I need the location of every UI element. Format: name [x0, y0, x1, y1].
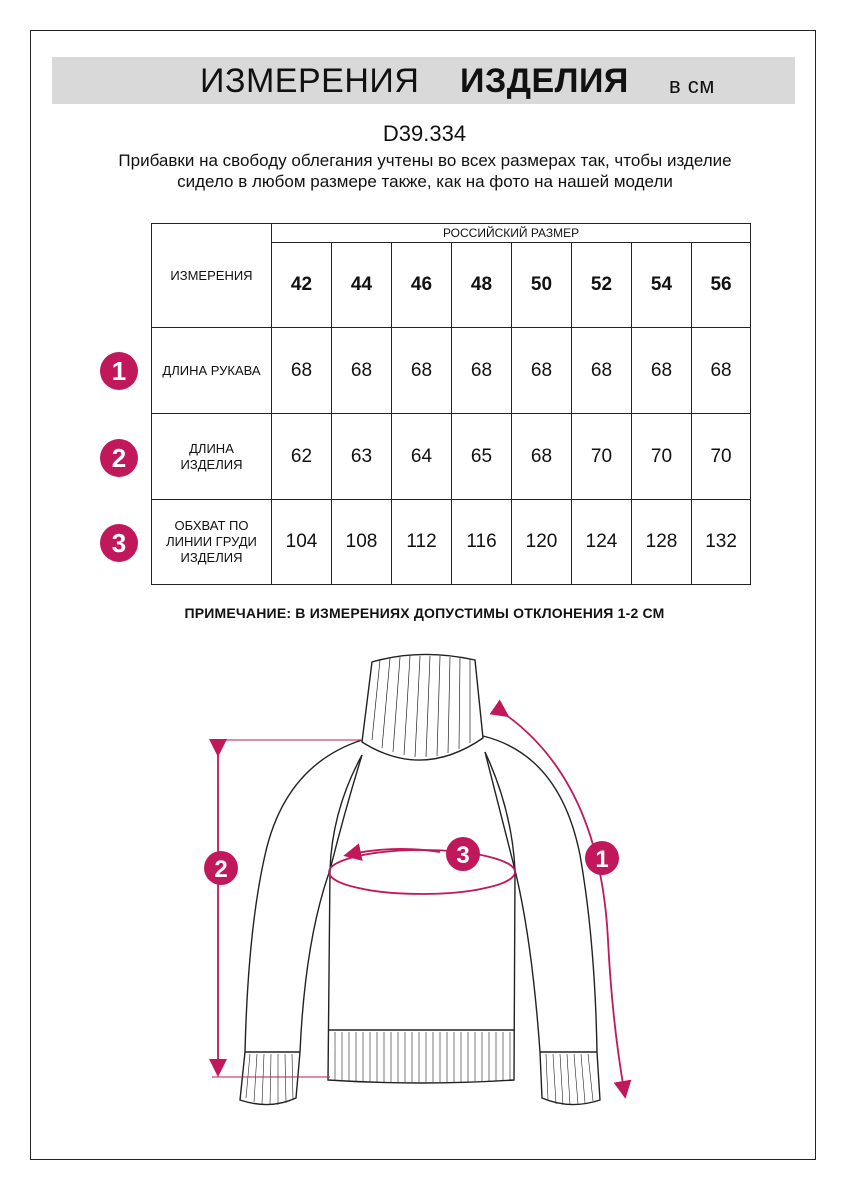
size-header: 42 [272, 243, 332, 328]
table-cell: 112 [392, 500, 452, 585]
row-label: ДЛИНА РУКАВА [152, 328, 272, 414]
chest-measure [329, 849, 515, 894]
table-cell: 104 [272, 500, 332, 585]
table-cell: 68 [332, 328, 392, 414]
size-header: 46 [392, 243, 452, 328]
table-cell: 120 [512, 500, 572, 585]
table-row [152, 500, 751, 585]
table-cell: 128 [632, 500, 692, 585]
table-cell: 108 [332, 500, 392, 585]
size-group-header: РОССИЙСКИЙ РАЗМЕР [272, 224, 751, 243]
intro-text: Прибавки на свободу облегания учтены во всех размерах так, чтобы изделие сидело в любом размере также, как на фото на нашей модели [118, 151, 732, 191]
marker-chest-label: 3 [456, 842, 470, 869]
marker-length-label: 2 [214, 856, 228, 883]
table-cell: 124 [572, 500, 632, 585]
size-header: 48 [452, 243, 512, 328]
marker-sleeve [585, 841, 619, 875]
table-cell: 62 [272, 414, 332, 500]
tolerance-note: ПРИМЕЧАНИЕ: В ИЗМЕРЕНИЯХ ДОПУСТИМЫ ОТКЛОНЕНИЯ 1-2 СМ [184, 605, 665, 621]
marker-sleeve-label: 1 [595, 846, 609, 873]
size-header: 56 [692, 243, 751, 328]
measurements-header: ИЗМЕРЕНИЯ [152, 224, 272, 328]
table-cell: 70 [572, 414, 632, 500]
table-cell: 65 [452, 414, 512, 500]
table-cell: 68 [512, 414, 572, 500]
sweater-diagram [0, 640, 849, 1120]
row-number-badge: 2 [100, 439, 138, 477]
marker-length [204, 851, 238, 885]
title-part2: ИЗДЕЛИЯ [460, 62, 629, 100]
title-part1: ИЗМЕРЕНИЯ [200, 62, 420, 100]
row-label: ОБХВАТ ПО ЛИНИИ ГРУДИ ИЗДЕЛИЯ [152, 500, 272, 585]
table-cell: 132 [692, 500, 751, 585]
table-cell: 68 [272, 328, 332, 414]
length-measure [212, 740, 362, 1077]
sweater-outline [240, 654, 600, 1104]
table-cell: 68 [512, 328, 572, 414]
table-cell: 68 [452, 328, 512, 414]
table-cell: 68 [392, 328, 452, 414]
table-row [152, 414, 751, 500]
row-number-badge: 3 [100, 524, 138, 562]
table-cell: 68 [632, 328, 692, 414]
title-banner [52, 57, 795, 104]
sleeve-measure [502, 712, 624, 1090]
size-header: 52 [572, 243, 632, 328]
table-cell: 70 [632, 414, 692, 500]
marker-chest [446, 837, 480, 871]
row-label: ДЛИНА ИЗДЕЛИЯ [152, 414, 272, 500]
unit-label: в см [669, 73, 715, 98]
table-row [152, 328, 751, 414]
table-cell: 64 [392, 414, 452, 500]
table-cell: 70 [692, 414, 751, 500]
size-header: 44 [332, 243, 392, 328]
table-cell: 116 [452, 500, 512, 585]
table-cell: 68 [692, 328, 751, 414]
row-number-badge: 1 [100, 352, 138, 390]
table-cell: 63 [332, 414, 392, 500]
table-cell: 68 [572, 328, 632, 414]
size-header: 54 [632, 243, 692, 328]
size-header: 50 [512, 243, 572, 328]
product-code: D39.334 [382, 121, 467, 146]
size-table [151, 223, 751, 585]
